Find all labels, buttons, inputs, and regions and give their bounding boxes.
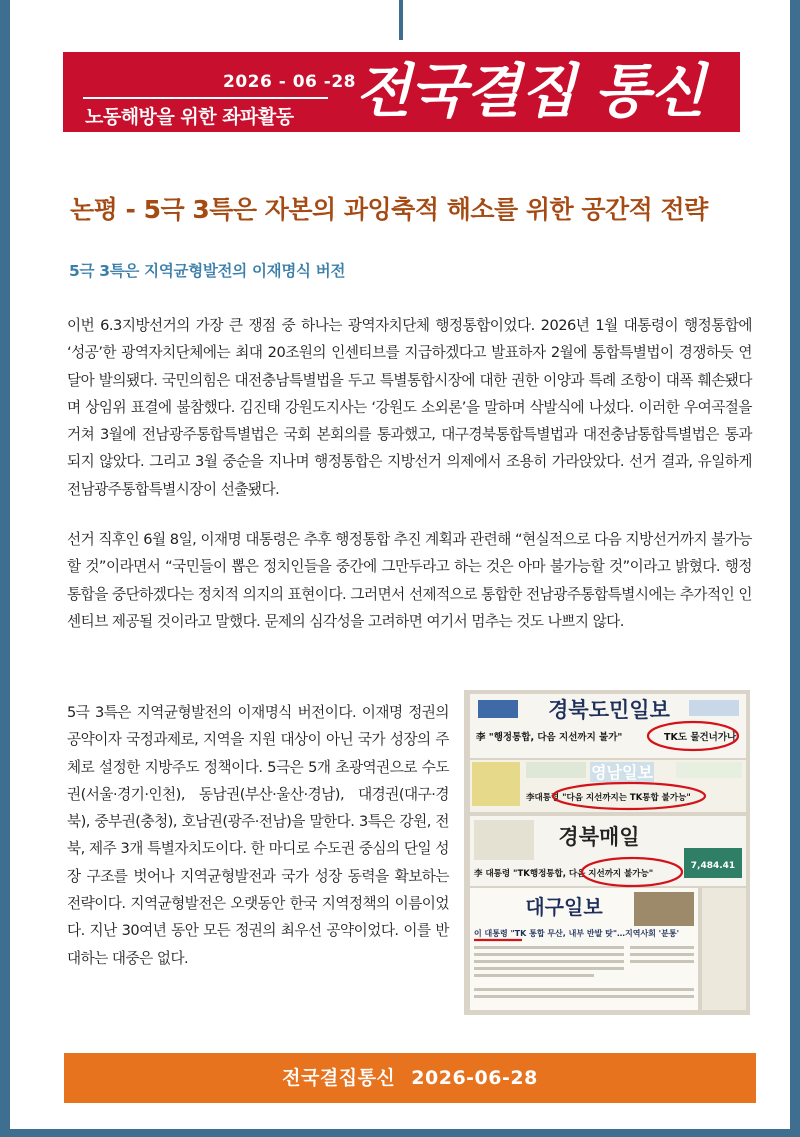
masthead-3: 경북매일 [558,824,640,849]
paragraph-1: 이번 6.3지방선거의 가장 큰 쟁점 중 하나는 광역자치단체 행정통합이었다. 2026년 1월 대통령이 행정통합에 ‘성공’한 광역자치단체에는 최대 20조원의 인센티브를 지급하겠다고 발표하자 2월에 통합특별법이 경쟁하듯 연달아 발의됐다. 국민의힘은 대전충남특별법을 두고 특별통합시장에 대한 권한 이양과 특례 조항이 대폭 훼손됐다며 상임위 표결에 불참했다. 김진태 강원도지사는 ‘강원도 소외론’을 말하며 삭발식에 나섰다. 이러한 우여곡절을 거쳐 3월에 전남광주통합특별법은 국회 본회의를 통과했고, 대구경북통합특별법과 대전충남통합특별법은 통과되지 않았다. 그리고 3월 중순을 지나며 행정통합은 지방선거 의제에서 조용히 가라앉았다. 선거 결과, 유일하게 전남광주통합특별시장이 선출됐다. [67,317,752,498]
masthead-1: 경북도민일보 [548,697,670,722]
header-divider [83,97,328,99]
header-organization: 노동해방을 위한 좌파활동 [85,106,294,128]
masthead-4: 대구일보 [525,895,603,919]
header-date: 2026 - 06 -28 [223,72,356,92]
footer-bar [64,1053,756,1103]
article-subheading: 5극 3특은 지역균형발전의 이재명식 버전 [69,262,346,280]
article-title: 논평 - 5극 3특은 자본의 과잉축적 해소를 위한 공간적 전략 [70,195,708,224]
market-number: 7,484.41 [690,861,736,871]
top-accent-line [399,0,403,40]
newsletter-page [10,0,790,1129]
headline-1: 李 "행정통합, 다음 지선까지 불가" [476,732,623,743]
header-banner [63,52,740,132]
footer-date: 2026-06-28 [411,1067,538,1089]
newspaper-clippings-photo [464,690,750,1015]
headline-2: 李대통령 "다음 지선까지는 TK통합 불가능" [526,793,691,803]
newspaper-collage [464,690,750,1015]
footer-label: 전국결집통신 [282,1067,396,1089]
paragraph-2: 선거 직후인 6월 8일, 이재명 대통령은 추후 행정통합 추진 계획과 관련해 “현실적으로 다음 지방선거까지 불가능할 것”이라면서 “국민들이 뽑은 정치인들을 중간에 그만두라고 하는 것은 아마 불가능할 것”이라고 밝혔다. 행정통합을 중단하겠다는 정치적 의지의 표현이다. 그러면서 선제적으로 통합한 전남광주통합특별시에는 추가적인 인센티브 제공될 것이라고 말했다. 문제의 심각성을 고려하면 여기서 멈추는 것도 나쁘지 않다. [67,531,753,630]
circled-text-1: TK도 물건너가나 [664,732,737,743]
newsletter-title: 전국결집 통신 [355,57,705,125]
headline-4: 이 대통령 "TK 통합 무산, 내부 반발 탓"…지역사회 '분통' [474,929,680,938]
paragraph-3: 5극 3특은 지역균형발전의 이재명식 버전이다. 이재명 정권의 공약이자 국정과제로, 지역을 지원 대상이 아닌 국가 성장의 주체로 설정한 지방주도 정책이다. 5극은 5개 초광역권으로 수도권(서울·경기·인천), 동남권(부산·울산·경남), 대경권(대구·경북), 중부권(충청), 호남권(광주·전남)을 말한다. 3특은 강원, 전북, 제주 3개 특별자치도이다. 한 마디로 수도권 중심의 단일 성장 구조를 벗어나 지역균형발전과 국가 성장 동력을 확보하는 전략이다. 지역균형발전은 오랫동안 한국 지역정책의 이름이었다. 지난 30여년 동안 모든 정권의 최우선 공약이었다. 이를 반대하는 대중은 없다. [67,704,449,967]
masthead-2: 영남일보 [591,763,653,782]
headline-3: 李 대통령 "TK행정통합, 다음 지선까지 불가능" [474,869,654,879]
